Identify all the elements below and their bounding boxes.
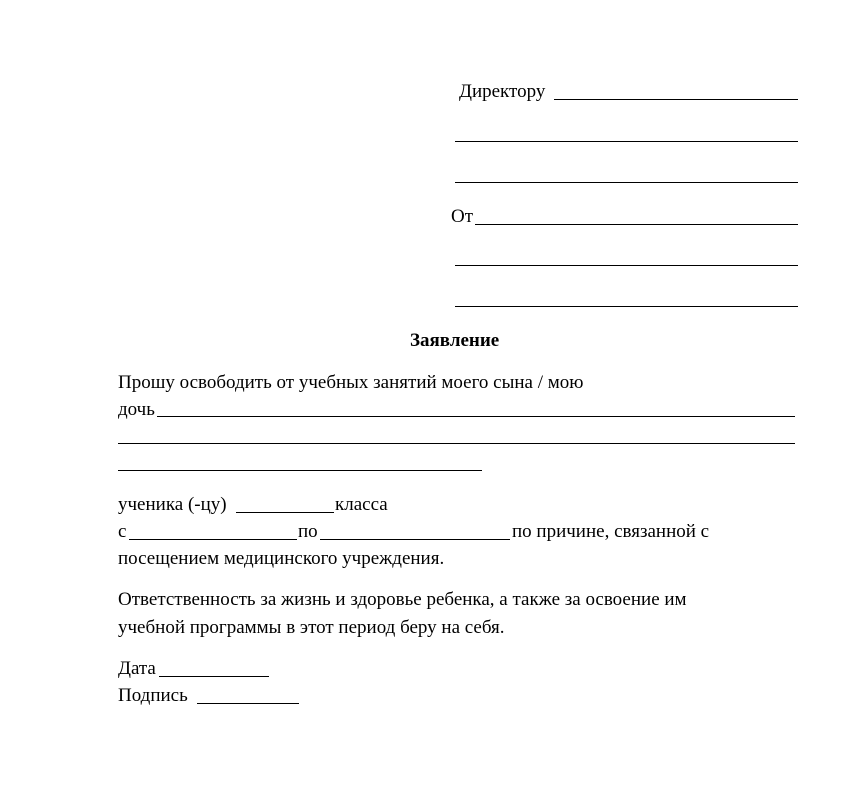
from-name-line[interactable] (475, 224, 798, 225)
reason-label: по причине, связанной с (512, 521, 710, 542)
child-name-line-2[interactable] (118, 443, 795, 444)
director-label: Директору (459, 81, 546, 102)
child-name-line-3[interactable] (118, 470, 482, 471)
class-label: класса (335, 494, 388, 515)
from-date-label: с (118, 521, 127, 542)
request-line: Прошу освободить от учебных занятий моего сына / мою (118, 372, 584, 393)
student-label: ученика (-цу) (118, 494, 227, 515)
child-name-line-1[interactable] (157, 416, 795, 417)
signature-line[interactable] (197, 703, 299, 704)
from-extra-line-1[interactable] (455, 265, 798, 266)
from-date-line[interactable] (129, 539, 297, 540)
from-label: От (451, 206, 474, 227)
daughter-label: дочь (118, 399, 155, 420)
date-line[interactable] (159, 676, 269, 677)
director-extra-line-1[interactable] (455, 141, 798, 142)
from-extra-line-2[interactable] (455, 306, 798, 307)
director-extra-line-2[interactable] (455, 182, 798, 183)
to-date-line[interactable] (320, 539, 510, 540)
date-label: Дата (118, 658, 156, 679)
reason-continuation: посещением медицинского учреждения. (118, 548, 445, 569)
signature-label: Подпись (118, 685, 188, 706)
responsibility-line-1: Ответственность за жизнь и здоровье ребенка, а также за освоение им (118, 589, 687, 610)
director-name-line[interactable] (554, 99, 798, 100)
responsibility-line-2: учебной программы в этот период беру на себя. (118, 617, 505, 638)
document-title: Заявление (410, 330, 500, 351)
to-date-label: по (298, 521, 318, 542)
class-number-line[interactable] (236, 512, 334, 513)
